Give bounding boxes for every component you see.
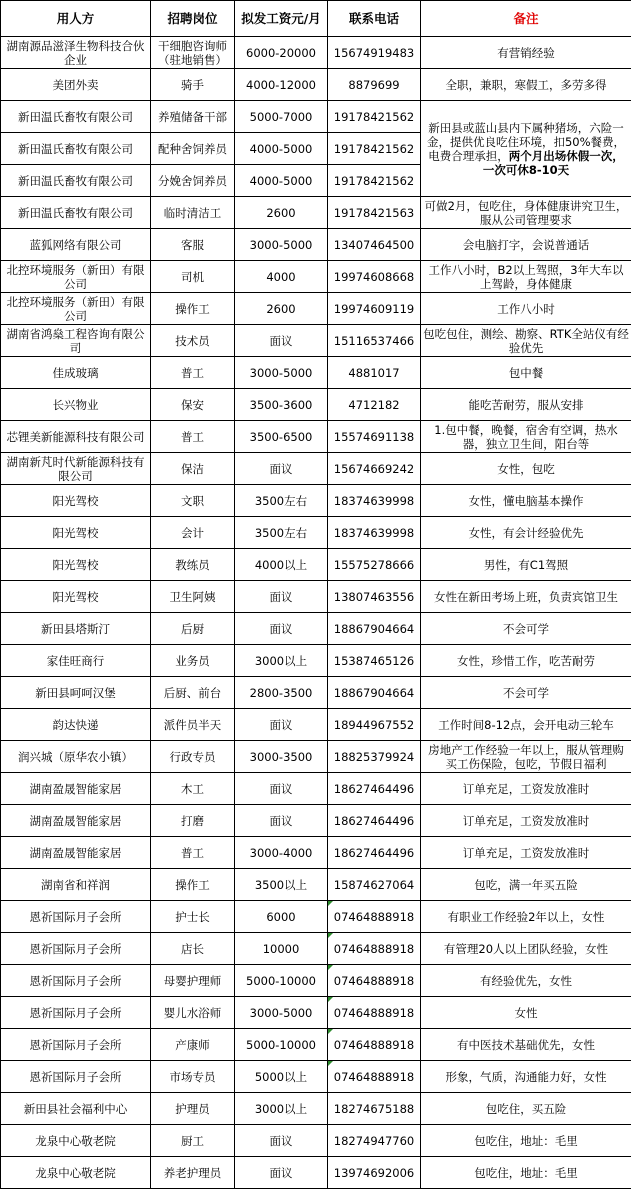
note-cell: 不会可学: [421, 677, 631, 709]
table-row: [1, 1029, 631, 1061]
company-cell: 湖南省鸿燊工程咨询有限公司: [1, 325, 151, 357]
phone-cell: 19974608668: [328, 261, 421, 293]
salary-cell: 5000-10000: [235, 965, 328, 997]
company-cell: 恩祈国际月子会所: [1, 997, 151, 1029]
position-cell: 后厨、前台: [151, 677, 235, 709]
position-cell: 操作工: [151, 869, 235, 901]
note-cell: 包吃，满一年买五险: [421, 869, 631, 901]
header-company: 用人方: [1, 1, 151, 37]
note-cell: 女性，珍惜工作，吃苦耐劳: [421, 645, 631, 677]
position-cell: 店长: [151, 933, 235, 965]
note-cell: 包吃包住，测绘、勘察、RTK全站仪有经验优先: [421, 325, 631, 357]
phone-cell: 18867904664: [328, 677, 421, 709]
position-cell: 保洁: [151, 453, 235, 485]
company-cell: 湖南新芃时代新能源科技有限公司: [1, 453, 151, 485]
phone-cell: 18825379924: [328, 741, 421, 773]
phone-cell: 18944967552: [328, 709, 421, 741]
table-row: [1, 837, 631, 869]
note-cell: 订单充足，工资发放准时: [421, 773, 631, 805]
phone-cell: 19178421562: [328, 101, 421, 133]
salary-cell: 面议: [235, 805, 328, 837]
position-cell: 普工: [151, 357, 235, 389]
note-cell: 女性，包吃: [421, 453, 631, 485]
company-cell: 新田温氏畜牧有限公司: [1, 133, 151, 165]
position-cell: 母婴护理师: [151, 965, 235, 997]
company-cell: 湖南盈晟智能家居: [1, 837, 151, 869]
position-cell: 客服: [151, 229, 235, 261]
company-cell: 家佳旺商行: [1, 645, 151, 677]
salary-cell: 3500左右: [235, 517, 328, 549]
phone-cell: 18627464496: [328, 805, 421, 837]
company-cell: 长兴物业: [1, 389, 151, 421]
note-cell: 工作时间8-12点，会开电动三轮车: [421, 709, 631, 741]
position-cell: 市场专员: [151, 1061, 235, 1093]
salary-cell: 3500-3600: [235, 389, 328, 421]
company-cell: 湖南源品滋泽生物科技合伙企业: [1, 37, 151, 69]
table-row: [1, 357, 631, 389]
table-row: [1, 69, 631, 101]
company-cell: 湖南省和祥润: [1, 869, 151, 901]
position-cell: 婴儿水浴师: [151, 997, 235, 1029]
note-cell: 有经验优先，女性: [421, 965, 631, 997]
note-cell: 包中餐: [421, 357, 631, 389]
note-cell: 订单充足，工资发放准时: [421, 805, 631, 837]
salary-cell: 面议: [235, 709, 328, 741]
salary-cell: 3500以上: [235, 869, 328, 901]
position-cell: 司机: [151, 261, 235, 293]
phone-cell: 19178421563: [328, 197, 421, 229]
company-cell: 新田温氏畜牧有限公司: [1, 165, 151, 197]
phone-cell: 18627464496: [328, 773, 421, 805]
salary-cell: 4000-5000: [235, 133, 328, 165]
table-row: [1, 677, 631, 709]
salary-cell: 2800-3500: [235, 677, 328, 709]
company-cell: 龙泉中心敬老院: [1, 1157, 151, 1189]
position-cell: 业务员: [151, 645, 235, 677]
note-cell: 形象，气质，沟通能力好，女性: [421, 1061, 631, 1093]
salary-cell: 5000-7000: [235, 101, 328, 133]
note-cell: 会电脑打字，会说普通话: [421, 229, 631, 261]
company-cell: 阳光驾校: [1, 517, 151, 549]
phone-cell: 15575278666: [328, 549, 421, 581]
note-cell: 女性: [421, 997, 631, 1029]
note-cell: 包吃住，地址：毛里: [421, 1157, 631, 1189]
salary-cell: 2600: [235, 197, 328, 229]
company-cell: 阳光驾校: [1, 485, 151, 517]
phone-cell: 13407464500: [328, 229, 421, 261]
salary-cell: 面议: [235, 613, 328, 645]
phone-cell: 13807463556: [328, 581, 421, 613]
company-cell: 恩祈国际月子会所: [1, 1061, 151, 1093]
position-cell: 行政专员: [151, 741, 235, 773]
company-cell: 湖南盈晟智能家居: [1, 805, 151, 837]
header-salary: 拟发工资元/月: [235, 1, 328, 37]
company-cell: 湖南盈晟智能家居: [1, 773, 151, 805]
phone-cell: 15874627064: [328, 869, 421, 901]
note-cell: 包吃住，买五险: [421, 1093, 631, 1125]
note-cell: 工作八小时: [421, 293, 631, 325]
table-row: [1, 517, 631, 549]
table-row: [1, 421, 631, 453]
salary-cell: 4000: [235, 261, 328, 293]
table-row: [1, 325, 631, 357]
salary-cell: 面议: [235, 453, 328, 485]
position-cell: 操作工: [151, 293, 235, 325]
position-cell: 卫生阿姨: [151, 581, 235, 613]
table-row: [1, 805, 631, 837]
company-cell: 恩祈国际月子会所: [1, 1029, 151, 1061]
position-cell: 打磨: [151, 805, 235, 837]
header-row: [1, 1, 631, 37]
salary-cell: 5000以上: [235, 1061, 328, 1093]
position-cell: 文职: [151, 485, 235, 517]
note-cell: 订单充足，工资发放准时: [421, 837, 631, 869]
phone-cell: 18274947760: [328, 1125, 421, 1157]
company-cell: 恩祈国际月子会所: [1, 933, 151, 965]
phone-cell: 18867904664: [328, 613, 421, 645]
company-cell: 芯锂美新能源科技有限公司: [1, 421, 151, 453]
phone-cell: 07464888918: [328, 933, 421, 965]
company-cell: 新田县社会福利中心: [1, 1093, 151, 1125]
note-cell: 女性，有会计经验优先: [421, 517, 631, 549]
phone-cell: 07464888918: [328, 965, 421, 997]
table-row: [1, 901, 631, 933]
salary-cell: 3000以上: [235, 645, 328, 677]
company-cell: 北控环境服务（新田）有限公司: [1, 293, 151, 325]
header-position: 招聘岗位: [151, 1, 235, 37]
company-cell: 恩祈国际月子会所: [1, 965, 151, 997]
table-row: [1, 997, 631, 1029]
table-row: [1, 229, 631, 261]
merged-note-bold-text: 两个月出场休假一次，一次可休8-10天: [483, 149, 624, 177]
phone-cell: 07464888918: [328, 1061, 421, 1093]
salary-cell: 6000: [235, 901, 328, 933]
salary-cell: 3500左右: [235, 485, 328, 517]
position-cell: 会计: [151, 517, 235, 549]
table-row: [1, 869, 631, 901]
table-row: [1, 613, 631, 645]
table-row: [1, 549, 631, 581]
note-cell: 有职业工作经验2年以上，女性: [421, 901, 631, 933]
phone-cell: 13974692006: [328, 1157, 421, 1189]
phone-cell: 19178421562: [328, 165, 421, 197]
salary-cell: 4000-5000: [235, 165, 328, 197]
position-cell: 产康师: [151, 1029, 235, 1061]
company-cell: 美团外卖: [1, 69, 151, 101]
salary-cell: 面议: [235, 773, 328, 805]
position-cell: 护士长: [151, 901, 235, 933]
phone-cell: 15674669242: [328, 453, 421, 485]
table-row: [1, 101, 631, 133]
phone-cell: 18374639998: [328, 485, 421, 517]
table-row: [1, 965, 631, 997]
company-cell: 北控环境服务（新田）有限公司: [1, 261, 151, 293]
note-cell: 男性，有C1驾照: [421, 549, 631, 581]
company-cell: 龙泉中心敬老院: [1, 1125, 151, 1157]
position-cell: 普工: [151, 837, 235, 869]
phone-cell: 18374639998: [328, 517, 421, 549]
salary-cell: 10000: [235, 933, 328, 965]
table-row: [1, 645, 631, 677]
company-cell: 蓝狐网络有限公司: [1, 229, 151, 261]
position-cell: 普工: [151, 421, 235, 453]
table-row: [1, 1157, 631, 1189]
table-row: [1, 581, 631, 613]
table-row: [1, 709, 631, 741]
note-cell: 房地产工作经验一年以上，服从管理购买工伤保险，包吃，节假日福利: [421, 741, 631, 773]
table-row: [1, 485, 631, 517]
header-note: 备注: [421, 1, 631, 37]
table-row: [1, 933, 631, 965]
table-row: [1, 261, 631, 293]
table-body: [1, 37, 631, 1189]
phone-cell: 18627464496: [328, 837, 421, 869]
note-cell: 有管理20人以上团队经验，女性: [421, 933, 631, 965]
position-cell: 木工: [151, 773, 235, 805]
company-cell: 阳光驾校: [1, 549, 151, 581]
table-row: [1, 773, 631, 805]
position-cell: 派件员半天: [151, 709, 235, 741]
salary-cell: 5000-10000: [235, 1029, 328, 1061]
phone-cell: 4881017: [328, 357, 421, 389]
note-cell: 能吃苦耐劳，服从安排: [421, 389, 631, 421]
salary-cell: 2600: [235, 293, 328, 325]
phone-cell: 18274675188: [328, 1093, 421, 1125]
table-row: [1, 1061, 631, 1093]
note-cell: 有中医技术基础优先，女性: [421, 1029, 631, 1061]
table-row: [1, 389, 631, 421]
note-cell: 1.包中餐，晚餐，宿舍有空调，热水器，独立卫生间，阳台等: [421, 421, 631, 453]
merged-note-text: 新田县或蓝山县内下属种猪场，六险一金，提供优良吃住环境，扣50%餐费，电费合理承担，: [427, 121, 625, 163]
position-cell: 养老护理员: [151, 1157, 235, 1189]
company-cell: 新田县呵呵汉堡: [1, 677, 151, 709]
note-cell: 包吃住，地址：毛里: [421, 1125, 631, 1157]
position-cell: 后厨: [151, 613, 235, 645]
position-cell: 骑手: [151, 69, 235, 101]
merged-note-cell: [421, 101, 631, 197]
note-cell: 有营销经验: [421, 37, 631, 69]
salary-cell: 6000-20000: [235, 37, 328, 69]
note-cell: 女性在新田考场上班，负责宾馆卫生: [421, 581, 631, 613]
salary-cell: 面议: [235, 581, 328, 613]
company-cell: 新田温氏畜牧有限公司: [1, 101, 151, 133]
company-cell: 润兴城（原华农小镇）: [1, 741, 151, 773]
salary-cell: 3000-4000: [235, 837, 328, 869]
salary-cell: 面议: [235, 1157, 328, 1189]
position-cell: 配种舍饲养员: [151, 133, 235, 165]
company-cell: 新田温氏畜牧有限公司: [1, 197, 151, 229]
note-cell: 可做2月，包吃住，身体健康讲究卫生，服从公司管理要求: [421, 197, 631, 229]
salary-cell: 3500-6500: [235, 421, 328, 453]
position-cell: 护理员: [151, 1093, 235, 1125]
phone-cell: 19178421562: [328, 133, 421, 165]
table-row: [1, 37, 631, 69]
phone-cell: 4712182: [328, 389, 421, 421]
salary-cell: 面议: [235, 1125, 328, 1157]
table-row: [1, 293, 631, 325]
position-cell: 分娩舍饲养员: [151, 165, 235, 197]
salary-cell: 4000-12000: [235, 69, 328, 101]
company-cell: 佳成玻璃: [1, 357, 151, 389]
salary-cell: 3000-3500: [235, 741, 328, 773]
salary-cell: 3000-5000: [235, 997, 328, 1029]
phone-cell: 15674919483: [328, 37, 421, 69]
note-cell: 全职，兼职，寒假工，多劳多得: [421, 69, 631, 101]
phone-cell: 19974609119: [328, 293, 421, 325]
company-cell: 新田县塔斯汀: [1, 613, 151, 645]
note-cell: 不会可学: [421, 613, 631, 645]
position-cell: 技术员: [151, 325, 235, 357]
header-phone: 联系电话: [328, 1, 421, 37]
note-cell: 工作八小时，B2以上驾照，3年大车以上驾龄，身体健康: [421, 261, 631, 293]
salary-cell: 3000-5000: [235, 357, 328, 389]
table-row: [1, 197, 631, 229]
phone-cell: 15387465126: [328, 645, 421, 677]
company-cell: 阳光驾校: [1, 581, 151, 613]
note-cell: 女性，懂电脑基本操作: [421, 485, 631, 517]
position-cell: 教练员: [151, 549, 235, 581]
company-cell: 韵达快递: [1, 709, 151, 741]
table-row: [1, 453, 631, 485]
position-cell: 厨工: [151, 1125, 235, 1157]
position-cell: 养殖储备干部: [151, 101, 235, 133]
phone-cell: 07464888918: [328, 901, 421, 933]
table-row: [1, 1125, 631, 1157]
phone-cell: 15116537466: [328, 325, 421, 357]
phone-cell: 07464888918: [328, 997, 421, 1029]
salary-cell: 面议: [235, 325, 328, 357]
table-row: [1, 1093, 631, 1125]
table-row: [1, 741, 631, 773]
position-cell: 保安: [151, 389, 235, 421]
position-cell: 临时清洁工: [151, 197, 235, 229]
salary-cell: 3000以上: [235, 1093, 328, 1125]
phone-cell: 15574691138: [328, 421, 421, 453]
salary-cell: 4000以上: [235, 549, 328, 581]
company-cell: 恩祈国际月子会所: [1, 901, 151, 933]
phone-cell: 8879699: [328, 69, 421, 101]
salary-cell: 3000-5000: [235, 229, 328, 261]
phone-cell: 07464888918: [328, 1029, 421, 1061]
position-cell: 干细胞咨询师（驻地销售）: [151, 37, 235, 69]
